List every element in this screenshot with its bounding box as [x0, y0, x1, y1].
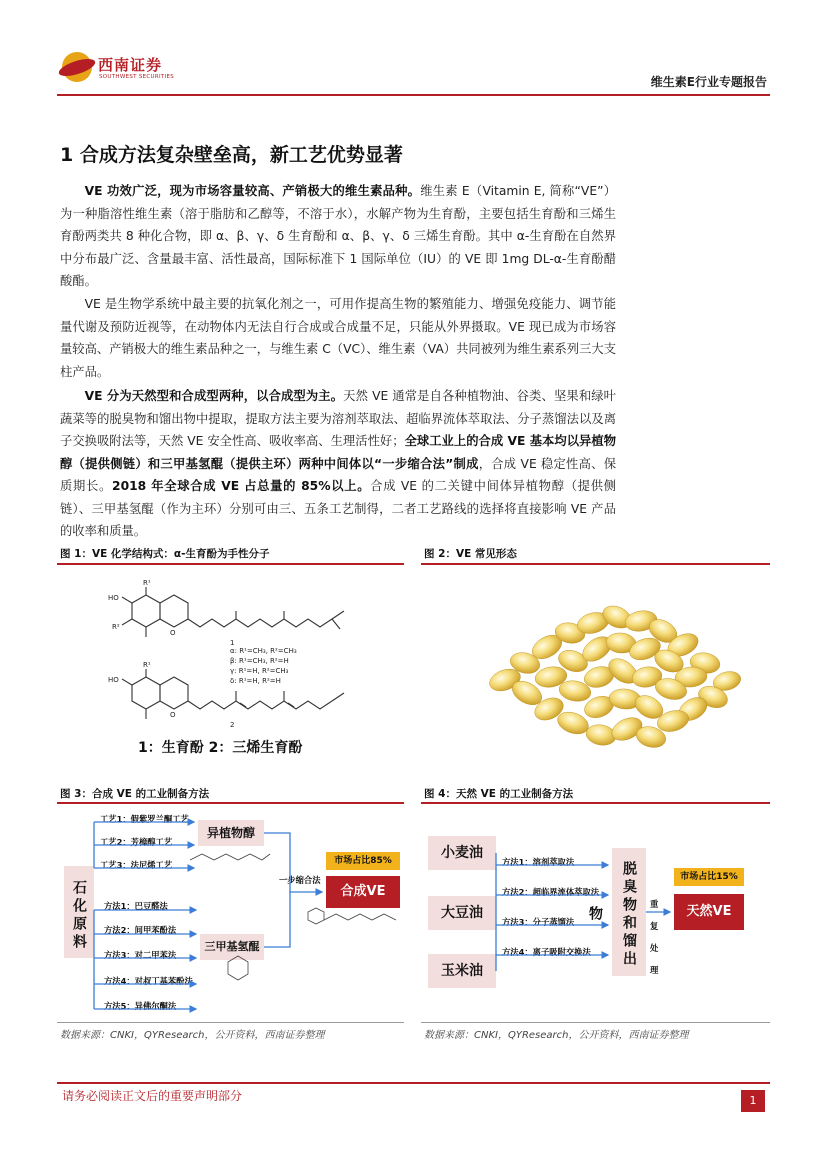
deodorizer-distillate-box: 脱臭物和馏出物 — [612, 848, 646, 976]
footer-divider — [57, 1082, 770, 1084]
ve-chain-sketch — [324, 914, 396, 920]
route-b-4-label: 方法4：对叔丁基苯酚法 — [104, 976, 193, 986]
trimethylhydroquinone-box: 三甲基氢醌 — [200, 934, 264, 960]
route-b-5-label: 方法5：异佛尔酮法 — [104, 1001, 177, 1011]
legend-line-delta: δ: R¹=H, R²=H — [230, 677, 281, 685]
figure-1-structure-caption: 1：生育酚 2：三烯生育酚 — [138, 740, 303, 756]
soybean-oil-box: 大豆油 — [428, 896, 496, 930]
corn-oil-box: 玉米油 — [428, 954, 496, 988]
logo-text-en: SOUTHWEST SECURITIES — [99, 74, 175, 80]
figure-4-caption-line — [421, 802, 770, 804]
synthetic-share-tag: 市场占比85% — [326, 852, 400, 870]
petrochemical-source-box: 石化原料 — [64, 866, 94, 958]
figure-3-source: 数据来源：CNKI，QYResearch，公开资料，西南证券整理 — [60, 1030, 325, 1041]
natural-method-1-label: 方法1：溶剂萃取法 — [502, 857, 575, 867]
softgel-capsules-image — [465, 585, 745, 765]
synthetic-ve-box: 合成VE — [326, 876, 400, 908]
natural-method-4-label: 方法4：离子吸附交换法 — [502, 947, 591, 957]
figure-2-caption: 图 2：VE 常见形态 — [424, 548, 517, 560]
phytyl-chain-1 — [188, 619, 332, 627]
benzene-ring-2 — [132, 677, 160, 709]
route-a-3-label: 工艺3：法尼烯工艺 — [100, 860, 173, 870]
logo-text-cn: 西南证券 — [98, 56, 163, 74]
disclaimer-note: 请务必阅读正文后的重要声明部分 — [62, 1089, 243, 1103]
isophytol-box: 异植物醇 — [198, 820, 264, 846]
report-title: 维生素E行业专题报告 — [650, 75, 767, 89]
legend-line-gamma: γ: R¹=H, R²=CH₃ — [230, 667, 289, 675]
oxygen-label-1: O — [170, 629, 176, 637]
natural-method-3-label: 方法3：分子蒸馏法 — [502, 917, 575, 927]
route-a-1-label: 工艺1：假紫罗兰酮工艺 — [100, 814, 189, 824]
paragraph-3 — [60, 385, 616, 543]
triene-chain-2 — [188, 701, 332, 709]
r1-label-1: R¹ — [143, 579, 151, 587]
paragraph-3-body-c: 合成 VE 的二关键中间体异植物醇（提供侧链）、三甲基氢醌（作为主环）分别可由三、五条工艺制得，二者工艺路线的选择将直接影响 VE 产品的收率和质量。 — [60, 479, 616, 538]
figure-2-caption-line — [421, 563, 770, 565]
natural-method-2-label: 方法2：超临界流体萃取法 — [502, 887, 600, 897]
natural-share-tag: 市场占比15% — [674, 868, 744, 886]
chroman-ring-1 — [160, 595, 188, 627]
benzene-ring-1 — [132, 595, 160, 627]
paragraph-1-lead: VE 功效广泛，现为市场容量较高、产销极大的维生素品种。 — [84, 184, 421, 198]
repeated-process-label: 重复处理 — [650, 899, 659, 975]
paragraph-3-body-a: 天然 VE 通常是自各种植物油、谷类、坚果和绿叶蔬菜等的脱臭物和馏出物中提取，提取方法主要为溶剂萃取法、超临界流体萃取法、分子蒸馏法以及离子交换吸附法等，天然 VE 安全性高、吸收率高、生理活性好； — [60, 389, 616, 448]
logo-emblem-icon — [62, 52, 92, 82]
isophytol-sketch — [190, 854, 270, 860]
chroman-ring-2 — [160, 677, 188, 709]
figure-3-caption: 图 3：合成 VE 的工业制备方法 — [60, 788, 210, 800]
route-b-2-label: 方法2：间甲苯酚法 — [104, 925, 177, 935]
header-divider — [57, 94, 770, 96]
wheat-oil-box: 小麦油 — [428, 836, 496, 870]
page-number: 1 — [741, 1090, 765, 1112]
paragraph-1 — [60, 180, 616, 293]
oxygen-label-2: O — [170, 711, 176, 719]
r1-label-2: R¹ — [143, 661, 151, 669]
paragraph-3-body-b: ，合成 VE 稳定性高、保质期长。 — [60, 456, 617, 493]
ho-label-2: HO — [108, 676, 119, 684]
ho-label-1: HO — [108, 594, 119, 602]
figure-4-source: 数据来源：CNKI，QYResearch，公开资料，西南证券整理 — [424, 1030, 689, 1041]
figure-4-caption: 图 4：天然 VE 的工业制备方法 — [424, 788, 574, 800]
figure-4-source-line — [421, 1022, 770, 1023]
r2-label-1: R² — [112, 623, 120, 631]
brand-logo — [62, 52, 182, 88]
natural-ve-box: 天然VE — [674, 894, 744, 930]
figure-3-source-line — [57, 1022, 404, 1023]
route-b-1-label: 方法1：巴豆醛法 — [104, 901, 168, 911]
condensation-step-label: 一步缩合法 — [279, 875, 321, 885]
route-a-2-label: 工艺2：芳樟醇工艺 — [100, 837, 173, 847]
ve-ring-sketch — [308, 908, 324, 924]
paragraph-3-highlight-a: 全球工业上的合成 VE 基本均以异植物醇（提供侧链）和三甲基氢醌（提供主环）两种中间体以“一步缩合法”制成 — [60, 434, 616, 471]
paragraph-3-lead: VE 分为天然型和合成型两种，以合成型为主。 — [84, 389, 344, 403]
route-b-3-label: 方法3：对二甲苯法 — [104, 950, 177, 960]
section-title: 1 合成方法复杂壁垒高，新工艺优势显著 — [60, 144, 403, 166]
structure-2-number: 2 — [230, 721, 235, 729]
structure-1-number: 1 — [230, 639, 235, 647]
figure-3-caption-line — [57, 802, 404, 804]
legend-line-beta: β: R¹=CH₃, R²=H — [230, 657, 289, 665]
figure-1-caption: 图 1：VE 化学结构式：α-生育酚为手性分子 — [60, 548, 270, 560]
figure-1-caption-line — [57, 563, 404, 565]
paragraph-1-body: 维生素 E（Vitamin E, 简称“VE”）为一种脂溶性维生素（溶于脂肪和乙醇等，不溶于水），水解产物为生育酚，主要包括生育酚和三烯生育酚两类共 8 种化合物，即 α、β、γ、δ 生育酚和 α、β、γ、δ 三烯生育酚。其中 α-生育酚在自然界中分布最广泛、含量最丰富、活性最高，国际标准下 1 国际单位（IU）的 VE 即 1mg DL-α-生育酚醋酸酯。 — [60, 184, 617, 288]
legend-line-alpha: α: R¹=CH₃, R²=CH₃ — [230, 647, 297, 655]
ve-structure-diagram — [100, 579, 390, 735]
paragraph-2: VE 是生物学系统中最主要的抗氧化剂之一，可用作提高生物的繁殖能力、增强免疫能力、调节能量代谢及预防近视等，在动物体内无法自行合成或合成量不足，只能从外界摄取。VE 现已成为市场容量较高、产销极大的维生素品种之一，与维生素 C（VC）、维生素（VA）共同被列为维生素系列三大支柱产品。 — [60, 297, 616, 379]
paragraph-3-highlight-b: 2018 年全球合成 VE 占总量的 85%以上。 — [112, 479, 371, 493]
